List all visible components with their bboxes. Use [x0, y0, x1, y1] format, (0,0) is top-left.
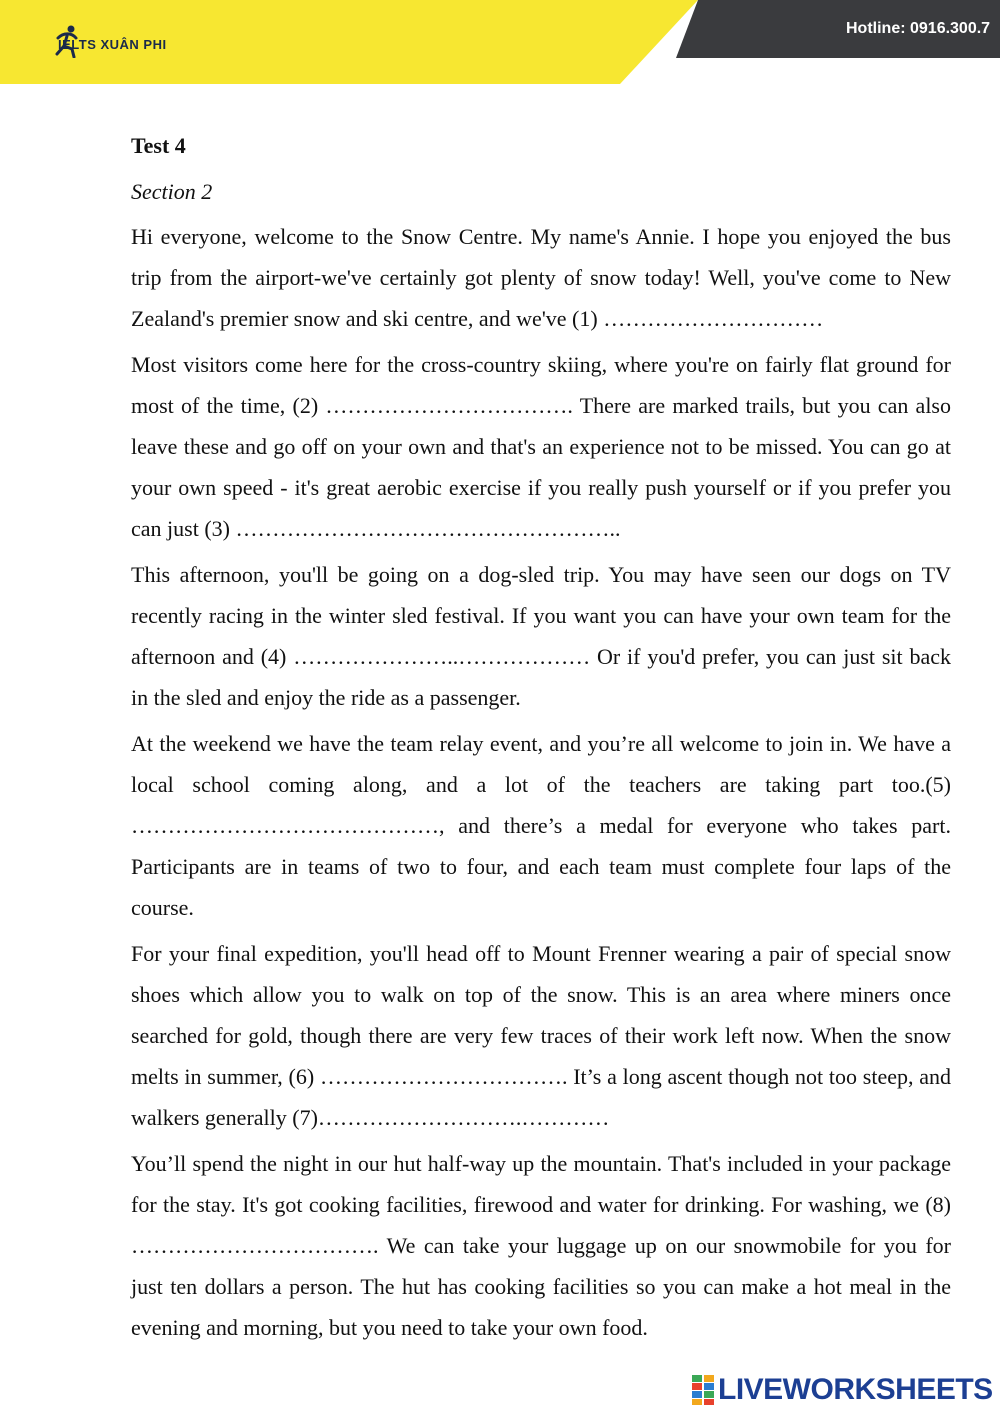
runner-icon	[52, 24, 84, 58]
answer-blank-1[interactable]: …………………………	[603, 306, 824, 331]
paragraph-text: We can take your luggage up on our snowmobile for you for just ten dollars a person. The hut has cooking facilities so you can make a hot meal in the evening and morning, but you need to take your own food.	[131, 1233, 951, 1340]
answer-blank-6[interactable]: …………………………….	[319, 1064, 568, 1089]
paragraph-text: At the weekend we have the team relay event, and you’re all welcome to join in. We have a local school coming along, and a lot of the teachers are taking part too.(5)	[131, 731, 951, 797]
liveworksheets-logo	[692, 1374, 993, 1406]
paragraph-6	[131, 1143, 951, 1348]
paragraph-3	[131, 554, 951, 718]
paragraph-text: Or if you'd prefer, you can just sit back in the sled and enjoy the ride as a passenger.	[131, 644, 951, 710]
document-title: Test 4	[131, 133, 186, 158]
paragraph-text: , and there’s a medal for everyone who takes part. Participants are in teams of two to four, and each team must complete four laps of the course.	[131, 813, 951, 920]
brand-logo	[52, 24, 167, 64]
hotline-text: Hotline: 0916.300.7	[846, 20, 991, 37]
answer-blank-4[interactable]: …………………..………………	[293, 644, 591, 669]
paragraph-4	[131, 723, 951, 928]
paragraph-text: There are marked trails, but you can also leave these and go off on your own and that's an experience not to be missed. You can go at your own speed - it's great aerobic exercise if you really push yourself or if you prefer you can just (3)	[131, 393, 951, 541]
brand-name: IELTS XUÂN PHI	[58, 36, 167, 52]
paragraph-text: You’ll spend the night in our hut half-way up the mountain. That's included in your package for the stay. It's got cooking facilities, firewood and water for drinking. For washing, we (8)	[131, 1151, 951, 1217]
section-heading: Section 2	[131, 179, 213, 204]
liveworksheets-icon	[692, 1375, 714, 1405]
page-header	[0, 0, 1000, 84]
paragraph-text: It’s a long ascent though not too steep, and walkers generally (7)	[131, 1064, 951, 1130]
document-body	[131, 128, 951, 1353]
answer-blank-2[interactable]: …………………………….	[325, 393, 573, 418]
paragraph-1	[131, 216, 951, 339]
paragraph-text: This afternoon, you'll be going on a dog-sled trip. You may have seen our dogs on TV recently racing in the winter sled festival. If you want you can have your own team for the afternoon and (4)	[131, 562, 951, 669]
paragraph-text: For your final expedition, you'll head off to Mount Frenner wearing a pair of special snow shoes which allow you to walk on top of the snow. This is an area where miners once searched for gold, though there are very few traces of their work left now. When the snow melts in summer, (6)	[131, 941, 951, 1089]
paragraph-2	[131, 344, 951, 549]
answer-blank-5[interactable]: ……………………………………	[131, 813, 439, 838]
paragraph-text: Hi everyone, welcome to the Snow Centre. My name's Annie. I hope you enjoyed the bus trip from the airport-we've certainly got plenty of snow today! Well, you've come to New Zealand's premier snow and ski centre, and we've (1)	[131, 224, 951, 331]
answer-blank-3[interactable]: ……………………………………………..	[235, 516, 621, 541]
answer-blank-8[interactable]: …………………………….	[131, 1233, 379, 1258]
paragraph-5	[131, 933, 951, 1138]
paragraph-text: Most visitors come here for the cross-country skiing, where you're on fairly flat ground for most of the time, (2)	[131, 352, 951, 418]
liveworksheets-brand: LIVEWORKSHEETS	[718, 1373, 993, 1406]
answer-blank-7[interactable]: ……………………….…………	[317, 1105, 610, 1130]
